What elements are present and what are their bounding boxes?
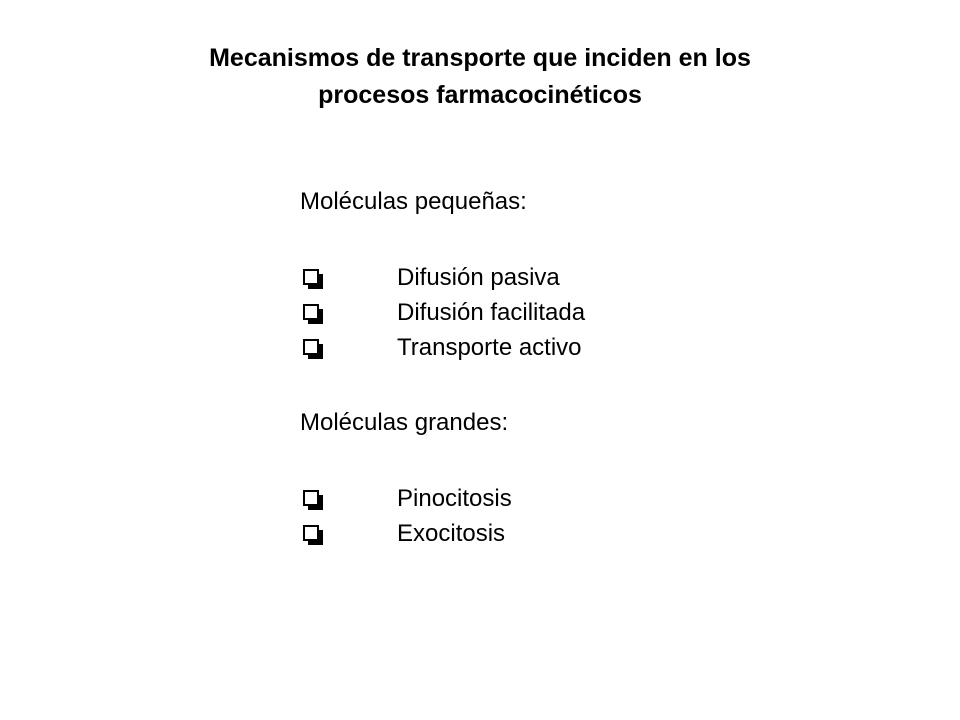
list-item: [300, 330, 860, 365]
slide-content: [300, 182, 860, 551]
slide-title-line-1: Mecanismos de transporte que inciden en los: [209, 44, 751, 72]
small-molecules-list: [300, 260, 860, 365]
checkbox-square-icon: [303, 269, 319, 285]
checkbox-square-icon: [303, 525, 319, 541]
checkbox-square-icon: [303, 304, 319, 320]
list-item: [300, 481, 860, 516]
list-item: [300, 295, 860, 330]
section-heading-large-molecules: Moléculas grandes:: [300, 409, 509, 436]
list-item-label: Exocitosis: [397, 520, 506, 547]
checkbox-square-icon: [303, 339, 319, 355]
large-molecules-list: [300, 481, 860, 551]
checkbox-square-icon: [303, 490, 319, 506]
slide-title-line-2: procesos farmacocinéticos: [318, 81, 642, 109]
section-heading-small-molecules: Moléculas pequeñas:: [300, 188, 527, 215]
list-item-label: Difusión pasiva: [397, 264, 560, 291]
slide-title: [80, 40, 880, 114]
list-item-label: Pinocitosis: [397, 485, 512, 512]
list-item-label: Difusión facilitada: [397, 299, 586, 326]
list-item-label: Transporte activo: [397, 334, 582, 361]
list-item: [300, 516, 860, 551]
list-item: [300, 260, 860, 295]
